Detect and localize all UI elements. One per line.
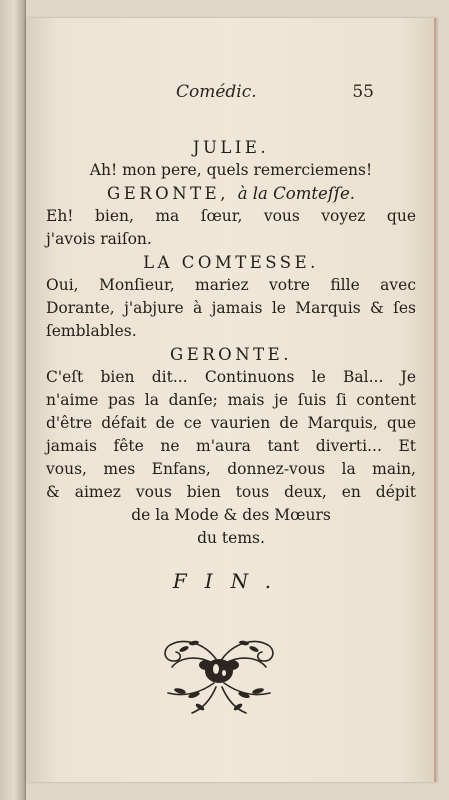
running-title: Comédic. (176, 82, 257, 102)
floral-vignette-icon (154, 623, 284, 718)
text-line: C'eſt bien dit... Continuons le Bal... Je (46, 368, 416, 386)
page-text (46, 136, 416, 593)
text-line: n'aime pas la danſe; mais je ſuis ſi content (46, 391, 416, 409)
page-number: 55 (352, 82, 374, 102)
text-line: & aimez vous bien tous deux, en dépit (46, 483, 416, 501)
text-line: j'avois raiſon. (46, 230, 152, 248)
text-line: Eh! bien, ma ſœur, vous voyez que (46, 207, 416, 225)
speaker-julie: JULIE. (192, 138, 270, 157)
text-line: d'être défait de ce vaurien de Marquis, que (46, 414, 416, 432)
text-line: vous, mes Enfans, donnez-vous la main, (46, 460, 416, 478)
speaker-la-comtesse: LA COMTESSE. (143, 253, 319, 272)
text-line: du tems. (197, 529, 265, 547)
fin-heading: FIN. (172, 569, 290, 593)
text-line: jamais fête ne m'aura tant diverti... Et (46, 437, 416, 455)
text-line: Dorante, j'abjure à jamais le Marquis & ſes (46, 299, 416, 317)
speaker-geronte (46, 182, 416, 205)
speaker-name: GERONTE, (107, 184, 229, 203)
stage-direction: à la Comteſſe. (237, 184, 355, 203)
text-line: Oui, Monſieur, mariez votre fille avec (46, 276, 416, 294)
text-line: ſemblables. (46, 322, 137, 340)
book-page (26, 18, 436, 782)
speaker-geronte: GERONTE. (170, 345, 292, 364)
text-line: Ah! mon pere, quels remerciemens! (89, 161, 373, 179)
text-line: de la Mode & des Mœurs (131, 506, 331, 524)
left-facing-page-edge (0, 0, 26, 800)
page-header (26, 82, 434, 106)
